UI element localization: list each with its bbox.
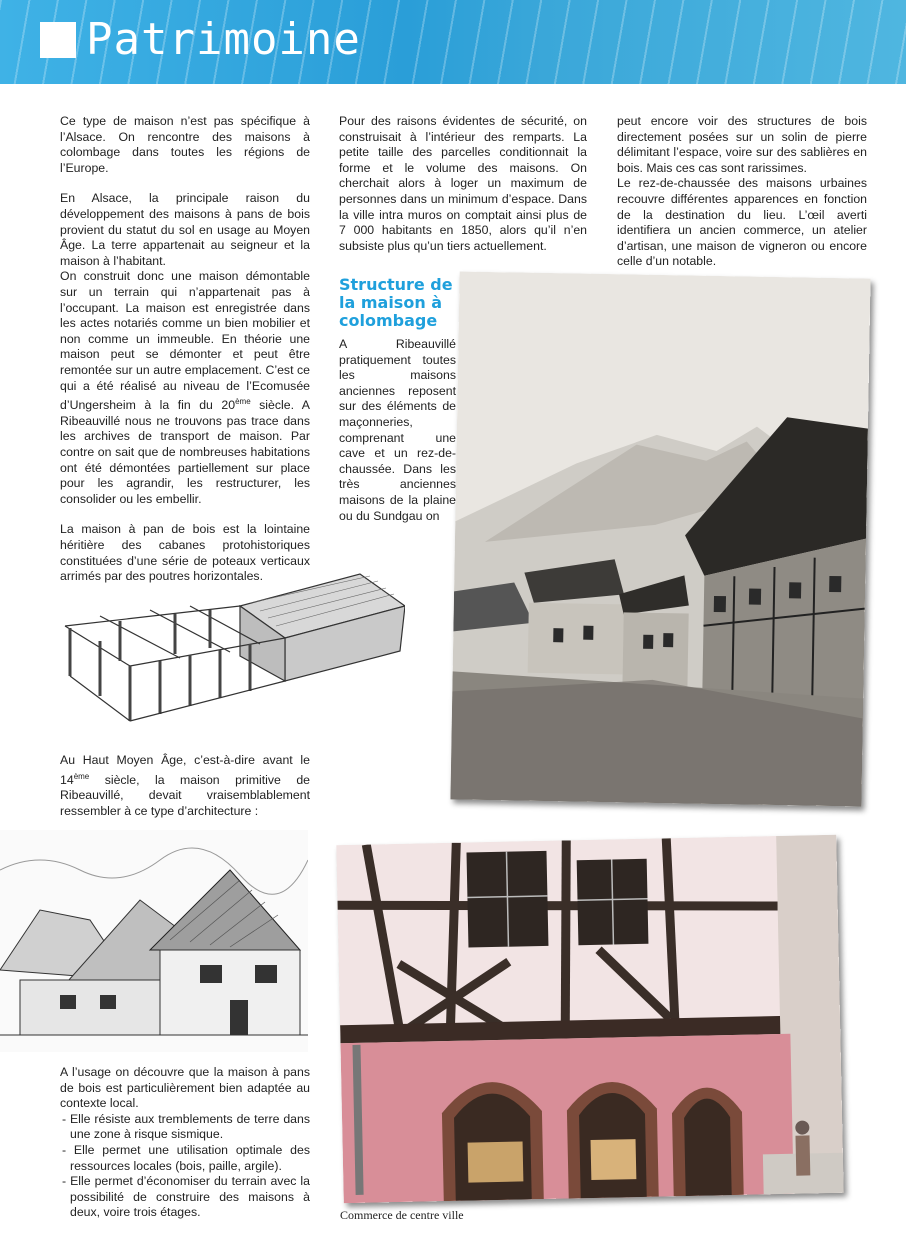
bottom-text-block [60, 1065, 310, 1221]
advantages-list [60, 1112, 310, 1221]
page-title: Patrimoine [86, 14, 361, 65]
col2-narrow-text [339, 337, 456, 524]
bottom-intro: A l’usage on découvre que la maison à pans de bois est particulièrement bien adaptée au contexte local. [60, 1065, 310, 1111]
list-item: - Elle permet d’économiser du terrain avec la possibilité de construire des maisons à deux, voire trois étages. [62, 1174, 310, 1220]
column-3 [617, 114, 867, 270]
banner-square-icon [40, 22, 76, 58]
shopfront-photo [336, 835, 843, 1203]
header-banner [0, 0, 906, 84]
list-item: - Elle permet une utilisation optimale des ressources locales (bois, paille, argile). [62, 1142, 310, 1173]
col2-paragraph-1: Pour des raisons évidentes de sécurité, on construisait à l’intérieur des remparts. La petite taille des parcelles conditionnait la forme et le volume des maisons. On cherchait alors à loger un maximum de personnes dans un minimum d’espace. Dans la ville intra muros on comptait ainsi plus de 7 000 habitants en 1850, alors qu’il n’en subsiste plus qu’un tiers actuellement. [339, 114, 587, 253]
section-heading: Structure de la maison à colombage [339, 275, 453, 330]
column-2 [339, 114, 587, 254]
old-street-engraving [450, 271, 870, 806]
col2-paragraph-2: A Ribeauvillé pratiquement toutes les maisons anciennes reposent sur des éléments de maçonneries, comprenant une cave et un rez-de-chaussée. Dans les très anciennes maisons de la plaine ou du Sundgau on [339, 337, 456, 523]
hut-caption: Au Haut Moyen Âge, c’est-à-dire avant le 14ème siècle, la maison primitive de Ribeauvillé, devait vraisemblablement ressembler à ce type d’architecture : [60, 753, 310, 818]
col1-paragraph-2: En Alsace, la principale raison du développement des maisons à pans de bois provient du statut du sol en usage au Moyen Âge. La terre appartenait au seigneur et la maison à l’habitant. [60, 191, 310, 268]
thatched-houses-illustration [0, 830, 308, 1052]
col3-paragraph-1: peut encore voir des structures de bois directement posées sur un solin de pierre délimitant l’espace, voire sur des sablières en bois. Mais ces cas sont rarissimes. [617, 114, 867, 175]
photo-caption: Commerce de centre ville [340, 1208, 464, 1222]
column-1 [60, 114, 310, 585]
col3-paragraph-2: Le rez-de-chaussée des maisons urbaines recouvre différentes apparences en fonction de la destination du lieu. L’œil averti identifiera un ancien commerce, un atelier d’artisan, une maison de vigneron ou encore celle d’un notable. [617, 176, 867, 269]
col1-paragraph-3: On construit donc une maison démontable sur un terrain qui n’appartenait pas à l’occupant. La maison est enregistrée dans les actes notariés comme un bien mobilier et non comme un immeuble. En théorie une maison peut se démonter et peut être remontée sur un autre emplacement. C’est ce qui a été réalisé au niveau de l’Ecomusée d’Ungersheim à la fin du 20ème siècle. A Ribeauvillé nous ne trouvons pas trace dans les archives de transport de maison. Par contre on sait que de nombreuses habitations ont été démontées partiellement sur place pour les agrandir, les restructurer, les consolider ou les embellir. [60, 269, 310, 506]
protohistoric-hut-illustration [60, 566, 405, 731]
col1-paragraph-1: Ce type de maison n’est pas spécifique à l’Alsace. On rencontre des maisons à colombage dans toutes les régions de l’Europe. [60, 114, 310, 175]
list-item: - Elle résiste aux tremblements de terre dans une zone à risque sismique. [62, 1111, 310, 1142]
col1-paragraph-4: La maison à pan de bois est la lointaine héritière des cabanes protohistoriques constituées d’une série de poteaux verticaux arrimés par des poutres horizontales. [60, 522, 310, 584]
